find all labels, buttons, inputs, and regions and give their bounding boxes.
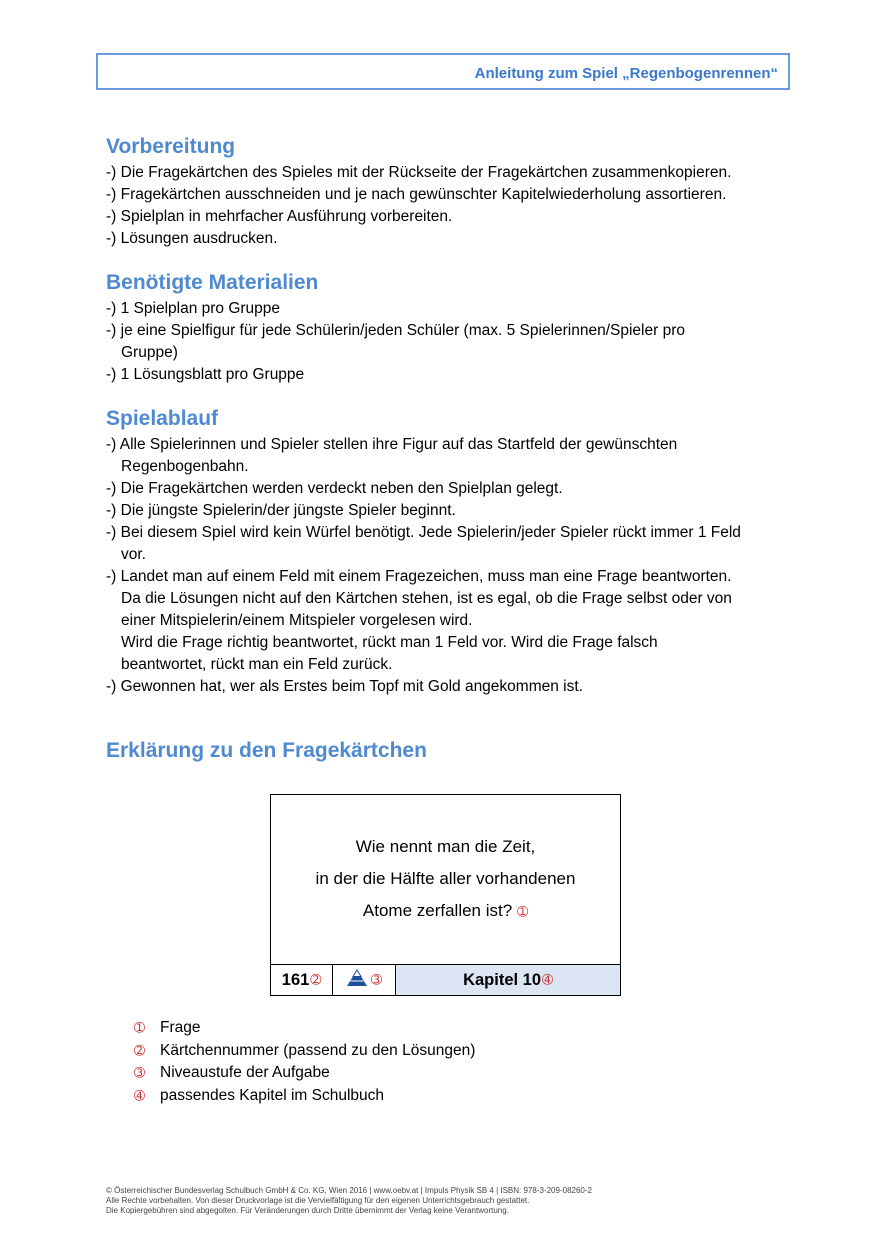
- legend-marker: ➁: [134, 1042, 145, 1058]
- copyright-footer: [106, 1186, 592, 1216]
- example-question-card: [270, 794, 621, 996]
- section-materialien: [106, 270, 796, 386]
- legend-item: [134, 1040, 475, 1063]
- card-footer: [271, 964, 620, 995]
- marker-4: ➃: [542, 972, 553, 987]
- card-chapter: Kapitel 10: [463, 970, 542, 989]
- section-heading: Erklärung zu den Fragekärtchen: [106, 739, 427, 762]
- level-pyramid-icon: [346, 969, 368, 992]
- section-heading: Spielablauf: [106, 407, 219, 430]
- legend-text: Kärtchennummer (passend zu den Lösungen): [160, 1041, 476, 1059]
- footer-line: Alle Rechte vorbehalten. Von dieser Druckvorlage ist die Vervielfältigung für den eigenen Unterrichtsgebrauch gestattet.: [106, 1196, 530, 1205]
- legend-item: [134, 1085, 475, 1108]
- text-line: -) Die Fragekärtchen des Spieles mit der Rückseite der Fragekärtchen zusammenkopieren.: [106, 164, 732, 181]
- marker-3: ➂: [371, 972, 382, 987]
- text-line: Regenbogenbahn.: [121, 458, 249, 475]
- card-legend: [134, 1017, 475, 1107]
- text-line: Da die Lösungen nicht auf den Kärtchen stehen, ist es egal, ob die Frage selbst oder von: [121, 590, 732, 607]
- text-line: -) 1 Spielplan pro Gruppe: [106, 300, 281, 317]
- legend-text: passendes Kapitel im Schulbuch: [160, 1086, 385, 1104]
- text-line: Gruppe): [121, 344, 178, 361]
- text-line: vor.: [121, 546, 146, 563]
- card-number: 161: [281, 970, 310, 989]
- text-line: beantwortet, rückt man ein Feld zurück.: [121, 656, 393, 673]
- text-line: -) Alle Spielerinnen und Spieler stellen ihre Figur auf das Startfeld der gewünschten: [106, 436, 678, 453]
- card-question-line: [271, 895, 620, 928]
- text-line: -) Fragekärtchen ausschneiden und je nach gewünschter Kapitelwiederholung assortieren.: [106, 186, 727, 203]
- legend-item: [134, 1017, 475, 1040]
- text-line: -) Die jüngste Spielerin/der jüngste Spieler beginnt.: [106, 502, 456, 519]
- marker-1: ➀: [517, 904, 529, 919]
- footer-line: © Österreichischer Bundesverlag Schulbuch GmbH & Co. KG, Wien 2016 | www.oebv.at | Impuls Physik SB 4 | ISBN: 978-3-209-08260-2: [106, 1186, 592, 1195]
- text-line: -) Spielplan in mehrfacher Ausführung vorbereiten.: [106, 208, 453, 225]
- card-chapter-cell: [396, 965, 620, 995]
- section-erklaerung: [106, 738, 796, 766]
- legend-marker: ➃: [134, 1087, 145, 1103]
- header-title: Anleitung zum Spiel „Regenbogenrennen“: [474, 65, 778, 82]
- card-level-cell: [333, 965, 396, 995]
- text-line: -) Bei diesem Spiel wird kein Würfel benötigt. Jede Spielerin/jeder Spieler rückt immer 1 Feld: [106, 524, 741, 541]
- text-line: einer Mitspielerin/einem Mitspieler vorgelesen wird.: [121, 612, 473, 629]
- text-line: -) Lösungen ausdrucken.: [106, 230, 278, 247]
- card-question-text: Atome zerfallen ist?: [362, 901, 513, 920]
- text-line: -) Landet man auf einem Feld mit einem Fragezeichen, muss man eine Frage beantworten.: [106, 568, 732, 585]
- section-vorbereitung: [106, 134, 796, 250]
- text-line: -) Gewonnen hat, wer als Erstes beim Topf mit Gold angekommen ist.: [106, 678, 583, 695]
- card-question-line: Wie nennt man die Zeit,: [355, 837, 536, 856]
- legend-marker: ➂: [134, 1065, 145, 1080]
- footer-line: Die Kopiergebühren sind abgegolten. Für Veränderungen durch Dritte übernimmt der Verlag keine Verantwortung.: [106, 1206, 509, 1215]
- text-line: -) je eine Spielfigur für jede Schülerin/jeden Schüler (max. 5 Spielerinnen/Spieler pro: [106, 322, 685, 339]
- header-box: [96, 53, 790, 90]
- section-heading: Benötigte Materialien: [106, 271, 319, 294]
- legend-marker: ➀: [134, 1020, 145, 1035]
- text-line: -) 1 Lösungsblatt pro Gruppe: [106, 366, 305, 383]
- card-question: [271, 831, 620, 928]
- section-heading: Vorbereitung: [106, 135, 236, 158]
- card-question-line: in der die Hälfte aller vorhandenen: [315, 869, 576, 888]
- section-spielablauf: [106, 406, 796, 698]
- legend-text: Frage: [160, 1019, 201, 1036]
- text-line: Wird die Frage richtig beantwortet, rückt man 1 Feld vor. Wird die Frage falsch: [121, 634, 658, 651]
- legend-item: [134, 1062, 475, 1085]
- text-line: -) Die Fragekärtchen werden verdeckt neben den Spielplan gelegt.: [106, 480, 563, 497]
- legend-text: Niveaustufe der Aufgabe: [160, 1064, 330, 1081]
- card-number-cell: [271, 965, 333, 995]
- marker-2: ➁: [310, 972, 322, 987]
